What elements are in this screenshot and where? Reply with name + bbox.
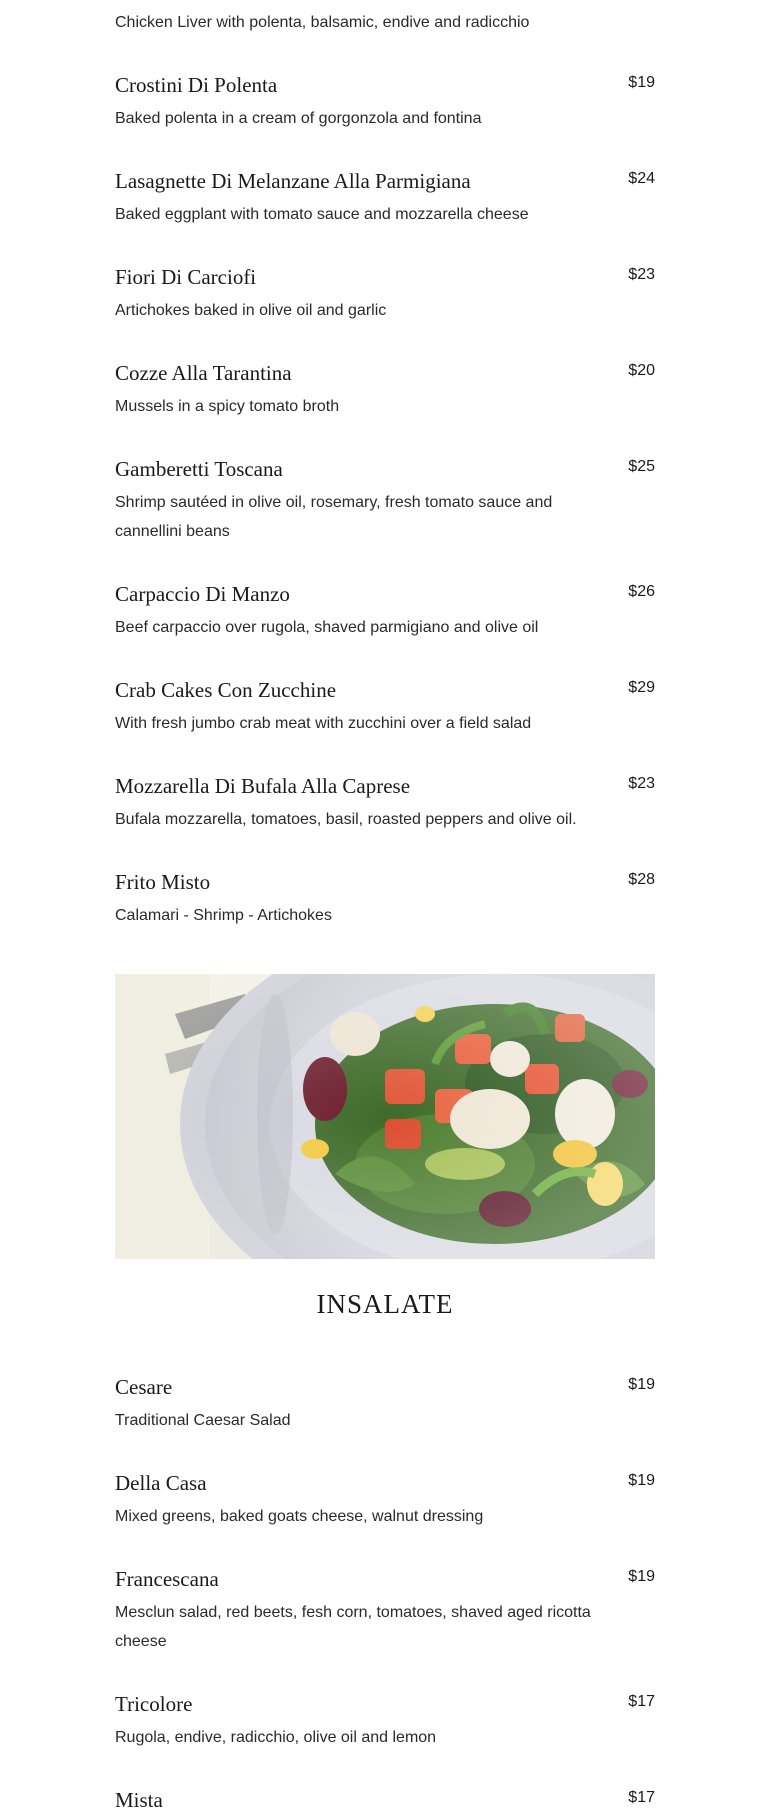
item-price: $19 (628, 74, 655, 91)
item-price: $19 (628, 1472, 655, 1489)
item-price: $23 (628, 266, 655, 283)
section-title: INSALATE (316, 1289, 454, 1319)
item-price: $26 (628, 583, 655, 600)
item-price: $24 (628, 170, 655, 187)
item-description: Baked eggplant with tomato sauce and mozzarella cheese (115, 206, 529, 223)
item-description: Beef carpaccio over rugola, shaved parmigiano and olive oil (115, 619, 539, 636)
item-name: Della Casa (115, 1471, 207, 1495)
item-price: $29 (628, 679, 655, 696)
item-price: $20 (628, 362, 655, 379)
item-description: Mussels in a spicy tomato broth (115, 398, 340, 415)
item-name: Cozze Alla Tarantina (115, 361, 292, 385)
item-name: Tricolore (115, 1692, 193, 1716)
item-description: Rugola, endive, radicchio, olive oil and lemon (115, 1729, 437, 1746)
item-price: $28 (628, 871, 655, 888)
salad-photo (115, 974, 655, 1259)
item-name: Francescana (115, 1567, 219, 1591)
item-name: Frito Misto (115, 870, 211, 894)
item-name: Mista (115, 1788, 163, 1812)
item-price: $23 (628, 775, 655, 792)
item-name: Crostini Di Polenta (115, 73, 278, 97)
item-description: Artichokes baked in olive oil and garlic (115, 302, 387, 319)
item-price: $19 (628, 1568, 655, 1585)
item-description: Chicken Liver with polenta, balsamic, endive and radicchio (115, 14, 530, 31)
item-description: Mixed greens, baked goats cheese, walnut dressing (115, 1508, 484, 1525)
item-description: With fresh jumbo crab meat with zucchini over a field salad (115, 715, 532, 732)
item-price: $25 (628, 458, 655, 475)
item-description: Calamari - Shrimp - Artichokes (115, 907, 332, 924)
item-price: $19 (628, 1376, 655, 1393)
item-price: $17 (628, 1789, 655, 1806)
item-name: Crab Cakes Con Zucchine (115, 678, 337, 702)
item-name: Carpaccio Di Manzo (115, 582, 290, 606)
item-description: Shrimp sautéed in olive oil, rosemary, fresh tomato sauce and cannellini beans (115, 494, 553, 540)
item-description: Bufala mozzarella, tomatoes, basil, roasted peppers and olive oil. (115, 811, 577, 828)
item-description: Baked polenta in a cream of gorgonzola and fontina (115, 110, 482, 127)
item-description: Mesclun salad, red beets, fesh corn, tomatoes, shaved aged ricotta cheese (115, 1604, 591, 1650)
item-name: Lasagnette Di Melanzane Alla Parmigiana (115, 169, 471, 193)
item-name: Gamberetti Toscana (115, 457, 283, 481)
item-price: $17 (628, 1693, 655, 1710)
item-name: Fiori Di Carciofi (115, 265, 257, 289)
item-name: Cesare (115, 1375, 173, 1399)
item-description: Traditional Caesar Salad (115, 1412, 291, 1429)
item-name: Mozzarella Di Bufala Alla Caprese (115, 774, 411, 798)
